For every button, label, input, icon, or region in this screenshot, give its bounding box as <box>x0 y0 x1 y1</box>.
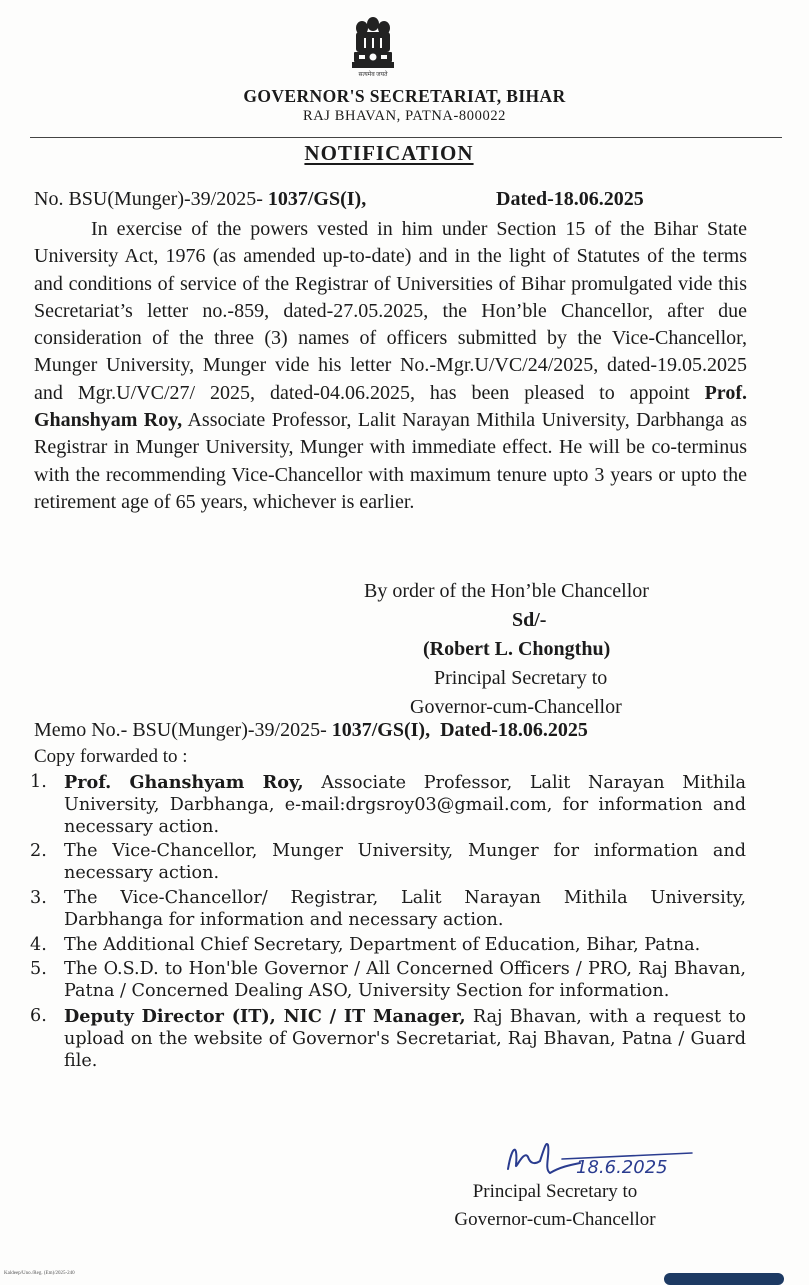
final-signature-designation <box>420 1178 690 1234</box>
list-item <box>30 959 746 1003</box>
list-item-number: 2. <box>30 841 47 862</box>
recipient-text: Associate Professor, Lalit Narayan Mithila University, Darbhanga, e-mail:drgsroy03@gmail.com, for information and necessary action. <box>64 773 746 837</box>
sd-mark: Sd/- <box>512 609 547 631</box>
notification-number: 1037/GS(I), <box>267 188 367 210</box>
emblem-caption: सत्यमेव जयते <box>358 72 388 78</box>
notification-date: Dated-18.06.2025 <box>496 188 644 210</box>
list-item <box>30 888 746 932</box>
header-divider <box>30 137 782 138</box>
final-designation-line1: Principal Secretary to <box>472 1181 638 1202</box>
list-item-number: 4. <box>30 934 47 955</box>
recipient-text: Raj Bhavan, with a request to upload on the website of Governor's Secretariat, Raj Bhavan, Patna / Guard file. <box>64 1006 746 1071</box>
memo-number-prefix: Memo No.- BSU(Munger)-39/2025- <box>34 719 332 741</box>
list-item <box>30 841 746 885</box>
notification-body <box>34 216 747 516</box>
list-item-number: 5. <box>30 959 47 980</box>
recipient-text: The Vice-Chancellor/ Registrar, Lalit Narayan Mithila University, Darbhanga for information and necessary action. <box>64 887 746 930</box>
list-item-number: 1. <box>30 772 47 792</box>
memo-number: 1037/GS(I), <box>331 719 431 741</box>
document-title: NOTIFICATION <box>304 141 474 165</box>
recipient-text: The O.S.D. to Hon'ble Governor / All Concerned Officers / PRO, Raj Bhavan, Patna / Concerned Dealing ASO, University Section for information. <box>64 959 746 1002</box>
memo-date: Dated-18.06.2025 <box>440 719 588 741</box>
signatory-designation-line2: Governor-cum-Chancellor <box>410 696 622 718</box>
list-item <box>30 935 746 957</box>
copy-forwarded-label: Copy forwarded to : <box>34 746 188 767</box>
list-item-number: 3. <box>30 887 47 908</box>
body-text-part2: Associate Professor, Lalit Narayan Mithila University, Darbhanga as Registrar in Munger University, Munger with immediate effect. He will be co-terminus with the recommending Vice-Chancellor with maximum tenure upto 3 years or upto the retirement age of 65 years, whichever is earlier. <box>34 409 747 513</box>
footer-reference: Kaldeep/Uno./Reg. (Em)/2025-240 <box>4 1271 75 1276</box>
list-item-number: 6. <box>30 1005 47 1026</box>
list-item <box>30 1006 746 1072</box>
footer-bar <box>664 1273 784 1285</box>
recipient-list <box>30 772 746 1075</box>
office-name: GOVERNOR'S SECRETARIAT, BIHAR <box>243 86 566 106</box>
signatory-designation-line1: Principal Secretary to <box>434 667 608 689</box>
body-text-part1: In exercise of the powers vested in him under Section 15 of the Bihar State University Act, 1976 (as amended up-to-date) and in the light of Statutes of the terms and conditions of service of the Registrar of Universities of Bihar promulgated vide this Secretariat’s letter no.-859, dated-27.05.2025, the Hon’ble Chancellor, after due consideration of the three (3) names of officers submitted by the Vice-Chancellor, Munger University, Munger vide his letter No.-Mgr.U/VC/24/2025, dated-19.05.2025 and Mgr.U/VC/27/ 2025, dated-04.06.2025, has been pleased to appoint <box>34 218 747 404</box>
signatory-name: (Robert L. Chongthu) <box>423 638 611 660</box>
recipient-text: The Vice-Chancellor, Munger University, Munger for information and necessary action. <box>64 841 746 884</box>
notification-reference <box>34 188 644 211</box>
office-address: RAJ BHAVAN, PATNA-800022 <box>302 108 507 124</box>
handwritten-date: 18.6.2025 <box>576 1157 668 1178</box>
recipient-text: The Additional Chief Secretary, Department of Education, Bihar, Patna. <box>64 934 701 955</box>
memo-reference <box>34 719 588 742</box>
final-designation-line2: Governor-cum-Chancellor <box>454 1209 656 1230</box>
recipient-bold: Prof. Ghanshyam Roy, <box>64 772 304 793</box>
recipient-bold: Deputy Director (IT), NIC / IT Manager, <box>64 1005 466 1027</box>
by-order-line: By order of the Hon’ble Chancellor <box>364 580 649 602</box>
appointee-name: Prof. Ghanshyam Roy, <box>34 381 747 432</box>
notification-number-prefix: No. BSU(Munger)-39/2025- <box>34 188 268 210</box>
list-item <box>30 772 746 838</box>
